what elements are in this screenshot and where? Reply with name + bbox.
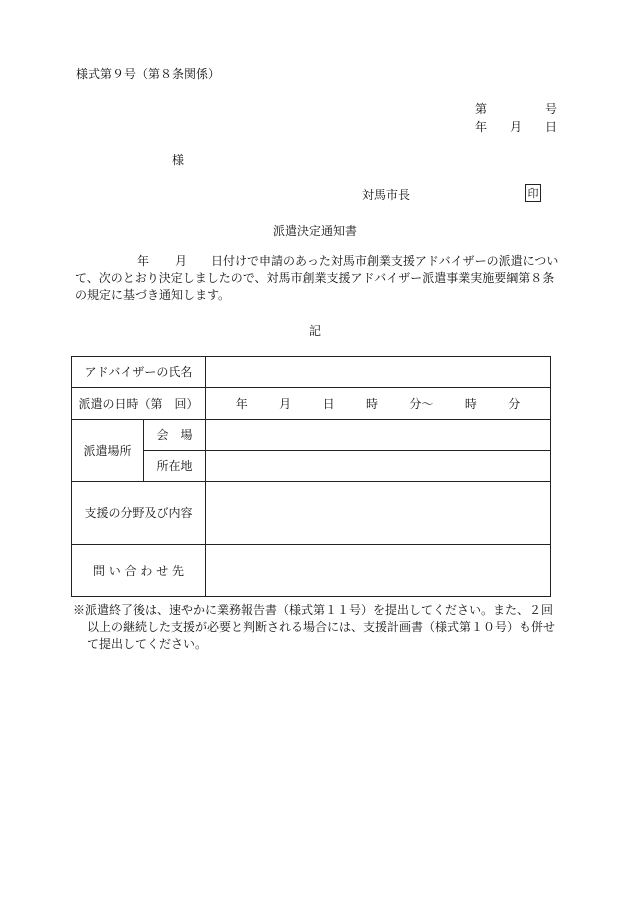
label-advisor-name: アドバイザーの氏名 — [72, 357, 206, 388]
body-month: 月 — [175, 254, 188, 268]
body-line-1 — [75, 253, 559, 270]
row-address — [72, 451, 551, 482]
document-number — [475, 103, 557, 115]
dt-hour: 時 — [365, 396, 378, 411]
ki-heading: 記 — [308, 324, 321, 338]
row-advisor-name — [72, 357, 551, 388]
dt-min-from: 分〜 — [409, 396, 434, 411]
value-support-content — [206, 482, 551, 545]
dt-year: 年 — [235, 396, 248, 411]
label-contact: 問 い 合 わ せ 先 — [72, 545, 206, 597]
date-month: 月 — [509, 120, 522, 134]
dt-min: 分 — [508, 396, 521, 411]
value-address — [206, 451, 551, 482]
document-title: 派遣決定通知書 — [272, 224, 357, 238]
row-contact — [72, 545, 551, 597]
label-dispatch-datetime: 派遣の日時（第 回） — [72, 388, 206, 420]
label-venue: 会 場 — [144, 420, 206, 451]
note-line-1: ※派遣終了後は、速やかに業務報告書（様式第１１号）を提出してください。また、２回 — [73, 603, 554, 617]
row-dispatch-datetime — [72, 388, 551, 420]
dt-day: 日 — [322, 396, 335, 411]
dt-month: 月 — [279, 396, 292, 411]
addressee: 様 — [172, 153, 185, 167]
body-year: 年 — [137, 254, 150, 268]
row-support-content — [72, 482, 551, 545]
body-line-2: て、次のとおり決定しましたので、対馬市創業支援アドバイザー派遣事業実施要綱第８条 — [75, 271, 555, 285]
note-line-3: て提出してください。 — [87, 637, 208, 651]
label-address: 所在地 — [144, 451, 206, 482]
label-support-content: 支援の分野及び内容 — [72, 482, 206, 545]
date-year: 年 — [475, 120, 488, 134]
value-venue — [206, 420, 551, 451]
dt-hour2: 時 — [464, 396, 477, 411]
dispatch-details-table — [71, 356, 551, 597]
number-label-dai: 第 — [475, 102, 488, 116]
issuer-name: 対馬市長 — [362, 188, 411, 202]
row-venue — [72, 420, 551, 451]
note-line-2: 以上の継続した支援が必要と判断される場合には、支援計画書（様式第１０号）も併せ — [87, 620, 556, 634]
date-day: 日 — [544, 120, 557, 134]
notes — [73, 602, 556, 653]
body-line-1-text: 日付けで申請のあった対馬市創業支援アドバイザーの派遣につい — [211, 254, 559, 268]
document-date — [475, 121, 557, 133]
number-label-go: 号 — [544, 102, 557, 116]
value-dispatch-datetime — [206, 388, 551, 420]
label-dispatch-place: 派遣場所 — [72, 420, 144, 482]
value-contact — [206, 545, 551, 597]
form-code: 様式第９号（第８条関係） — [76, 67, 221, 81]
body-paragraph — [75, 253, 559, 304]
body-line-3: の規定に基づき通知します。 — [75, 288, 231, 302]
value-advisor-name — [206, 357, 551, 388]
seal-mark: 印 — [525, 184, 541, 202]
